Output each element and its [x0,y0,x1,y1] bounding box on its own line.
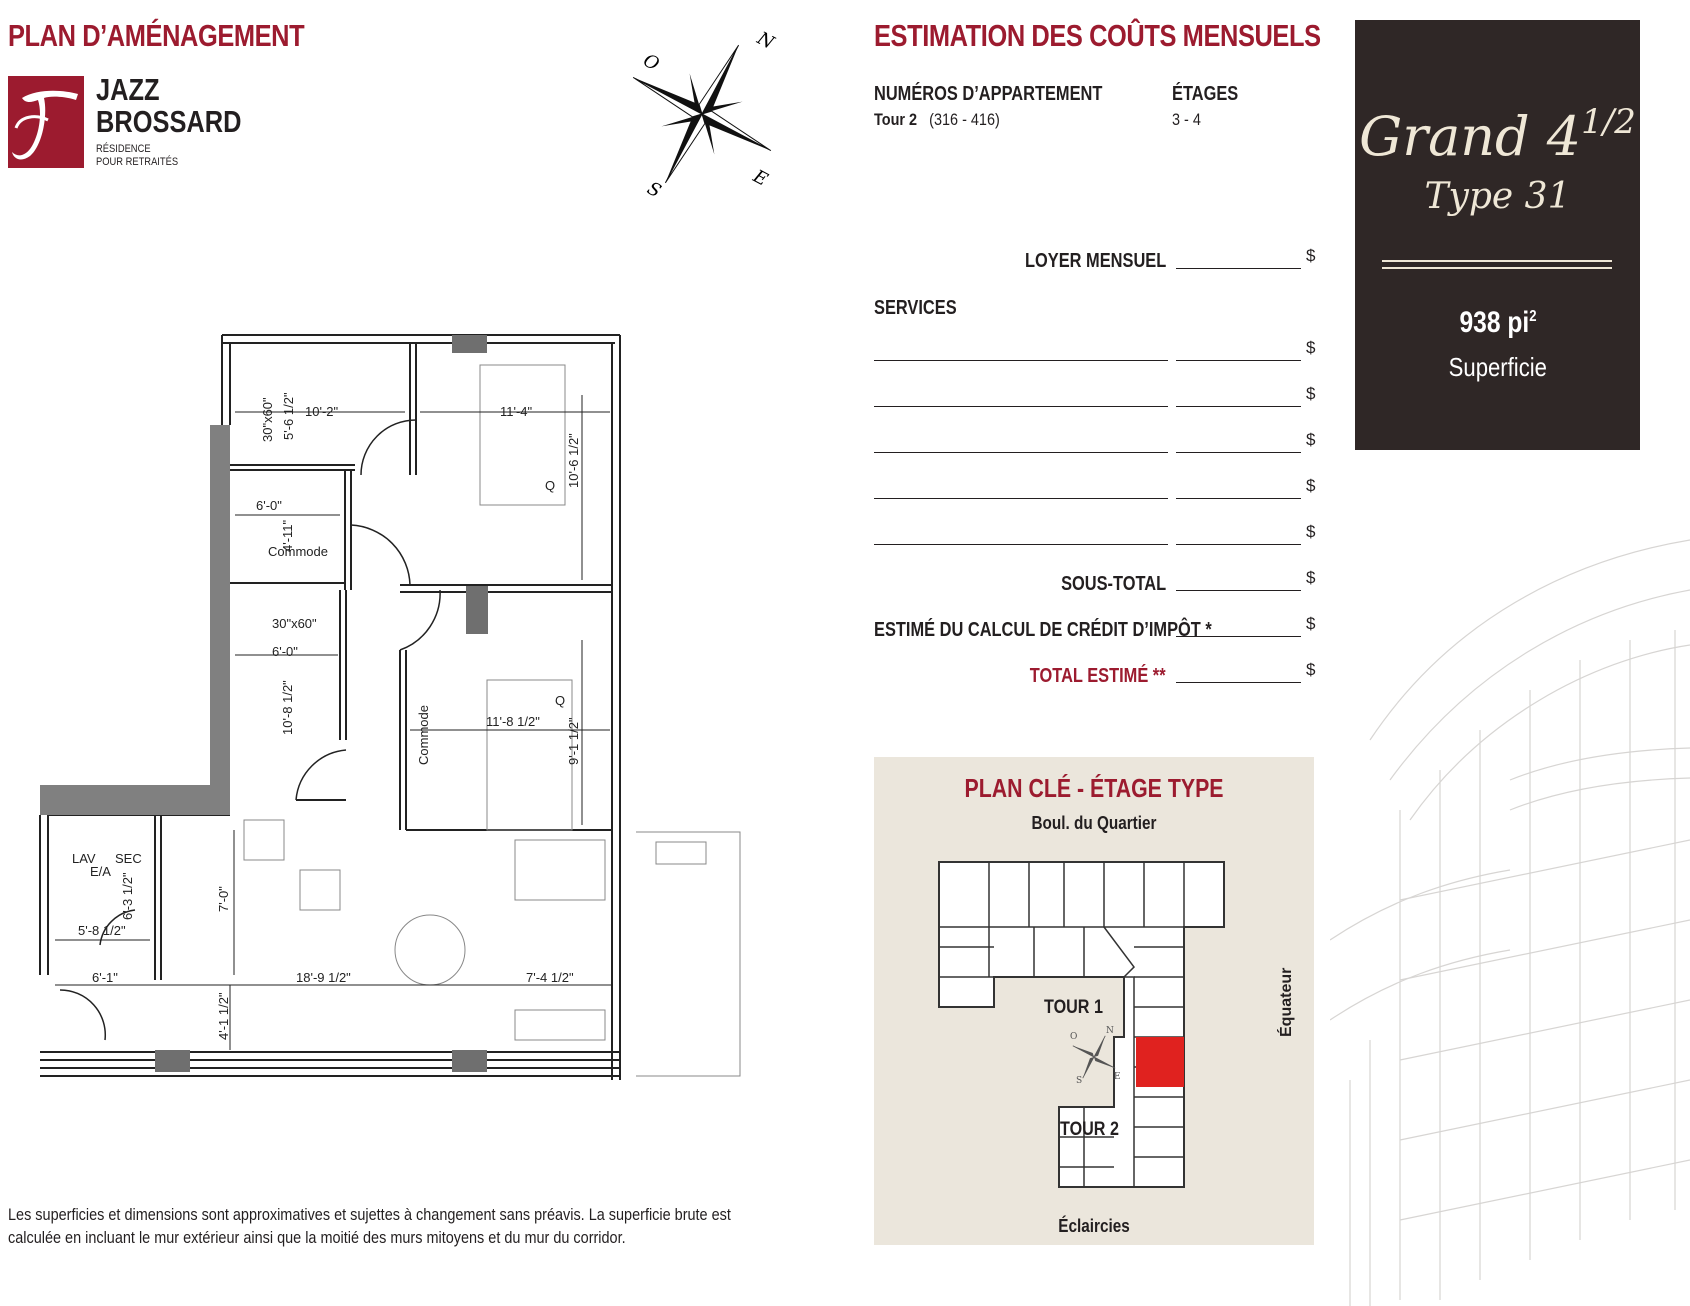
logo-line4: POUR RETRAITÉS [96,156,179,168]
fp-dim-3: 30"x60" [260,397,275,442]
key-compass-n: N [1106,1026,1114,1036]
key-plan-map [934,857,1244,1197]
service-currency-2: $ [1306,384,1316,403]
logo-line1: JAZZ [96,72,160,107]
service-name-field-5[interactable] [874,544,1168,545]
rent-currency: $ [1306,246,1316,265]
divider-top [1382,260,1612,262]
key-plan-street-right: Équateur [1278,967,1295,1037]
plan-title: PLAN D’AMÉNAGEMENT [8,18,305,53]
service-currency-5: $ [1306,522,1316,541]
fp-dim-1: 10'-2" [305,404,339,419]
unit-area [1355,306,1640,340]
fp-dim-7: 6'-0" [256,498,282,513]
unit-name-main: Grand 4 [1359,105,1582,168]
fp-dim-14: 9'-1 1/2" [566,717,581,765]
rent-label: LOYER MENSUEL [1024,250,1166,272]
fp-dim-25: 7'-4 1/2" [526,970,574,985]
key-plan-title: PLAN CLÉ - ÉTAGE TYPE [964,773,1224,803]
tax-label: ESTIMÉ DU CALCUL DE CRÉDIT D’IMPÔT * [874,619,1212,641]
service-amount-field-2[interactable] [1176,406,1301,407]
disclaimer [8,1203,731,1249]
unit-area-label-text: Superficie [1448,352,1547,382]
service-amount-field-5[interactable] [1176,544,1301,545]
fp-dim-24: 18'-9 1/2" [296,970,351,985]
fp-dim-4: 11'-4" [500,404,533,419]
service-currency-3: $ [1306,430,1316,449]
fp-dim-9: Commode [268,544,328,559]
fp-dim-19: E/A [90,864,111,879]
apt-value-a: Tour 2 [874,110,918,129]
apt-label: NUMÉROS D’APPARTEMENT [874,83,1103,105]
logo-line3: RÉSIDENCE [96,143,151,155]
floor-plan [0,320,760,1100]
key-compass-s: S [1076,1076,1083,1086]
service-amount-field-3[interactable] [1176,452,1301,453]
compass-n: N [753,27,778,54]
total-currency: $ [1306,660,1316,679]
logo-j-icon [8,76,84,168]
floors-value: 3 - 4 [1172,110,1201,129]
unit-type: Type 31 [1424,176,1571,217]
service-amount-field-4[interactable] [1176,498,1301,499]
fp-dim-18: SEC [115,851,142,866]
compass-rose-icon [620,14,780,204]
fp-dim-17: LAV [72,851,96,866]
key-plan-tower1: TOUR 1 [1044,997,1103,1018]
fp-dim-23: 6'-1" [92,970,118,985]
service-name-field-4[interactable] [874,498,1168,499]
fp-dim-20: 6'-3 1/2" [120,872,135,920]
rent-field[interactable] [1176,268,1301,269]
unit-name-fraction: 1/2 [1581,102,1636,142]
unit-name [1355,102,1640,168]
apt-value [874,110,1000,130]
fp-dim-5: 10'-6 1/2" [566,433,581,488]
service-name-field-2[interactable] [874,406,1168,407]
key-plan-tower2: TOUR 2 [1060,1119,1119,1140]
key-plan-highlight [1136,1037,1184,1087]
key-plan-street-bottom: Éclaircies [1058,1216,1130,1236]
total-label: TOTAL ESTIMÉ ** [1030,665,1166,687]
tax-field[interactable] [1176,636,1301,637]
subtotal-currency: $ [1306,568,1316,587]
disclaimer-line-2: calculée en incluant le mur extérieur ainsi que la moitié des murs mitoyens et du mur du corridor. [8,1228,626,1247]
compass-o: O [639,49,663,76]
service-currency-4: $ [1306,476,1316,495]
disclaimer-line-1: Les superficies et dimensions sont approximatives et sujettes à changement sans préavis. La superficie brute est [8,1205,731,1224]
subtotal-field[interactable] [1176,590,1301,591]
logo-line2: BROSSARD [96,104,242,139]
fp-dim-10: 30"x60" [272,616,317,631]
key-compass-o: O [1070,1032,1078,1042]
key-plan-street-top: Boul. du Quartier [1031,813,1157,833]
fp-dim-8: 4'-11" [280,519,295,552]
unit-area-value: 938 pi [1458,306,1529,339]
tax-currency: $ [1306,614,1316,633]
apt-value-b: (316 - 416) [929,110,1000,129]
fp-dim-12: 10'-8 1/2" [280,680,295,735]
fp-dim-16: Q [555,693,566,708]
unit-area-sup: 2 [1528,308,1537,325]
fp-dim-26: 4'-1 1/2" [216,992,231,1040]
costs-title: ESTIMATION DES COÛTS MENSUELS [874,18,1321,53]
key-compass-e: E [1114,1072,1121,1082]
building-sketch-icon [1330,480,1690,1306]
compass-s: S [643,177,665,203]
service-amount-field-1[interactable] [1176,360,1301,361]
fp-dim-13: 11'-8 1/2" [486,714,540,729]
divider-bottom [1382,267,1612,269]
compass-e: E [749,165,772,191]
fp-dim-2: 5'-6 1/2" [281,392,296,440]
fp-dim-21: 5'-8 1/2" [78,923,126,938]
service-name-field-1[interactable] [874,360,1168,361]
fp-dim-11: 6'-0" [272,644,298,659]
unit-area-label [1355,352,1640,383]
fp-dim-22: 7'-0" [216,886,231,912]
service-currency-1: $ [1306,338,1316,357]
service-name-field-3[interactable] [874,452,1168,453]
key-plan-box [874,757,1314,1245]
fp-dim-6: Q [545,478,556,493]
subtotal-label: SOUS-TOTAL [1060,573,1166,595]
unit-panel [1355,20,1640,450]
floors-label: ÉTAGES [1172,83,1239,105]
logo-mark [8,76,84,168]
services-label: SERVICES [874,297,957,319]
fp-dim-15: Commode [416,705,431,765]
total-field[interactable] [1176,682,1301,683]
